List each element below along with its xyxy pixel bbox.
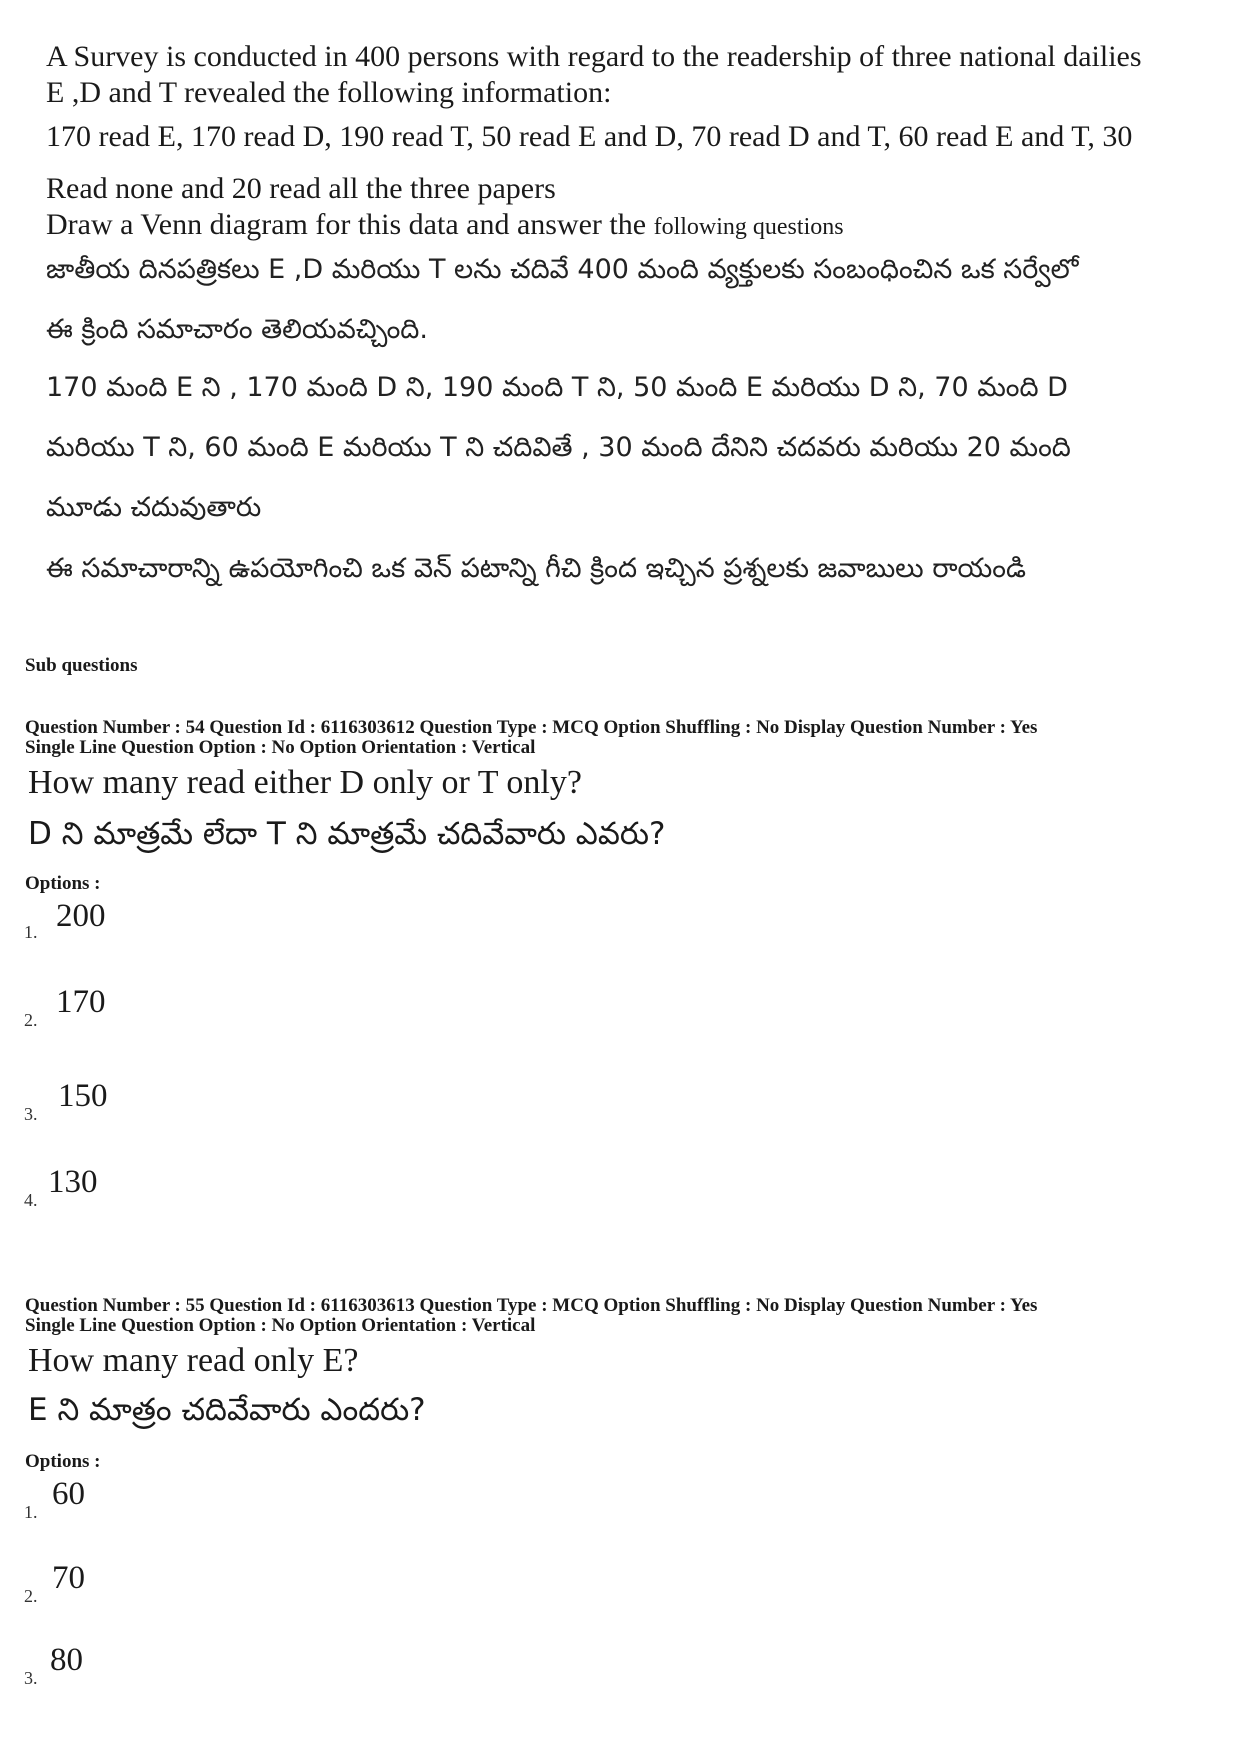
passage-line-telugu: 170 మంది E ని , 170 మంది D ని, 190 మంది T ని, 50 మంది E మరియు D ని, 70 మంది D <box>46 372 1068 403</box>
options-label: Options : <box>25 1451 101 1472</box>
question-meta: Single Line Question Option : No Option Orientation : Vertical <box>25 1315 536 1336</box>
option-value[interactable]: 70 <box>52 1560 85 1596</box>
passage-line-part: following questions <box>653 214 844 240</box>
passage-line-telugu: మూడు చదువుతారు <box>46 492 262 523</box>
option-number: 2. <box>24 1586 38 1606</box>
passage-line-part: Draw a Venn diagram for this data and answer the <box>46 208 647 241</box>
option-value[interactable]: 130 <box>48 1164 98 1200</box>
option-value[interactable]: 60 <box>52 1476 85 1512</box>
option-number: 2. <box>24 1010 38 1030</box>
question-text-telugu: D ని మాత్రమే లేదా T ని మాత్రమే చదివేవారు ఎవరు? <box>28 816 666 852</box>
option-value[interactable]: 170 <box>56 984 106 1020</box>
question-text-telugu: E ని మాత్రం చదివేవారు ఎందరు? <box>28 1392 426 1428</box>
question-meta: Question Number : 55 Question Id : 6116303613 Question Type : MCQ Option Shuffling : No Display Question Number : Yes <box>25 1295 1038 1316</box>
options-label: Options : <box>25 873 101 894</box>
option-number: 3. <box>24 1104 38 1124</box>
passage-line: Read none and 20 read all the three papers <box>46 172 556 205</box>
question-text: How many read only E? <box>28 1342 359 1379</box>
passage-line-telugu: ఈ క్రింది సమాచారం తెలియవచ్చింది. <box>46 314 428 345</box>
question-meta: Question Number : 54 Question Id : 6116303612 Question Type : MCQ Option Shuffling : No Display Question Number : Yes <box>25 717 1038 738</box>
passage-line: A Survey is conducted in 400 persons with regard to the readership of three national dailies <box>46 40 1142 73</box>
passage-line-telugu: జాతీయ దినపత్రికలు E ,D మరియు T లను చదివే 400 మంది వ్యక్తులకు సంబంధించిన ఒక సర్వేలో <box>46 254 1079 285</box>
passage-line <box>46 208 844 242</box>
sub-questions-heading: Sub questions <box>25 655 138 676</box>
passage-line-telugu: ఈ సమాచారాన్ని ఉపయోగించి ఒక వెన్ పటాన్ని గీచి క్రింద ఇచ్చిన ప్రశ్నలకు జవాబులు రాయండి <box>46 553 1026 584</box>
option-value[interactable]: 200 <box>56 898 106 934</box>
option-number: 1. <box>24 922 38 942</box>
question-meta: Single Line Question Option : No Option Orientation : Vertical <box>25 737 536 758</box>
question-text: How many read either D only or T only? <box>28 764 582 801</box>
option-value[interactable]: 150 <box>58 1078 108 1114</box>
passage-line: 170 read E, 170 read D, 190 read T, 50 read E and D, 70 read D and T, 60 read E and T, 30 <box>46 120 1133 153</box>
passage-line: E ,D and T revealed the following information: <box>46 76 612 109</box>
option-number: 4. <box>24 1190 38 1210</box>
option-number: 1. <box>24 1502 38 1522</box>
passage-line-telugu: మరియు T ని, 60 మంది E మరియు T ని చదివితే , 30 మంది దేనిని చదవరు మరియు 20 మంది <box>46 432 1071 463</box>
option-number: 3. <box>24 1668 38 1688</box>
option-value[interactable]: 80 <box>50 1642 83 1678</box>
